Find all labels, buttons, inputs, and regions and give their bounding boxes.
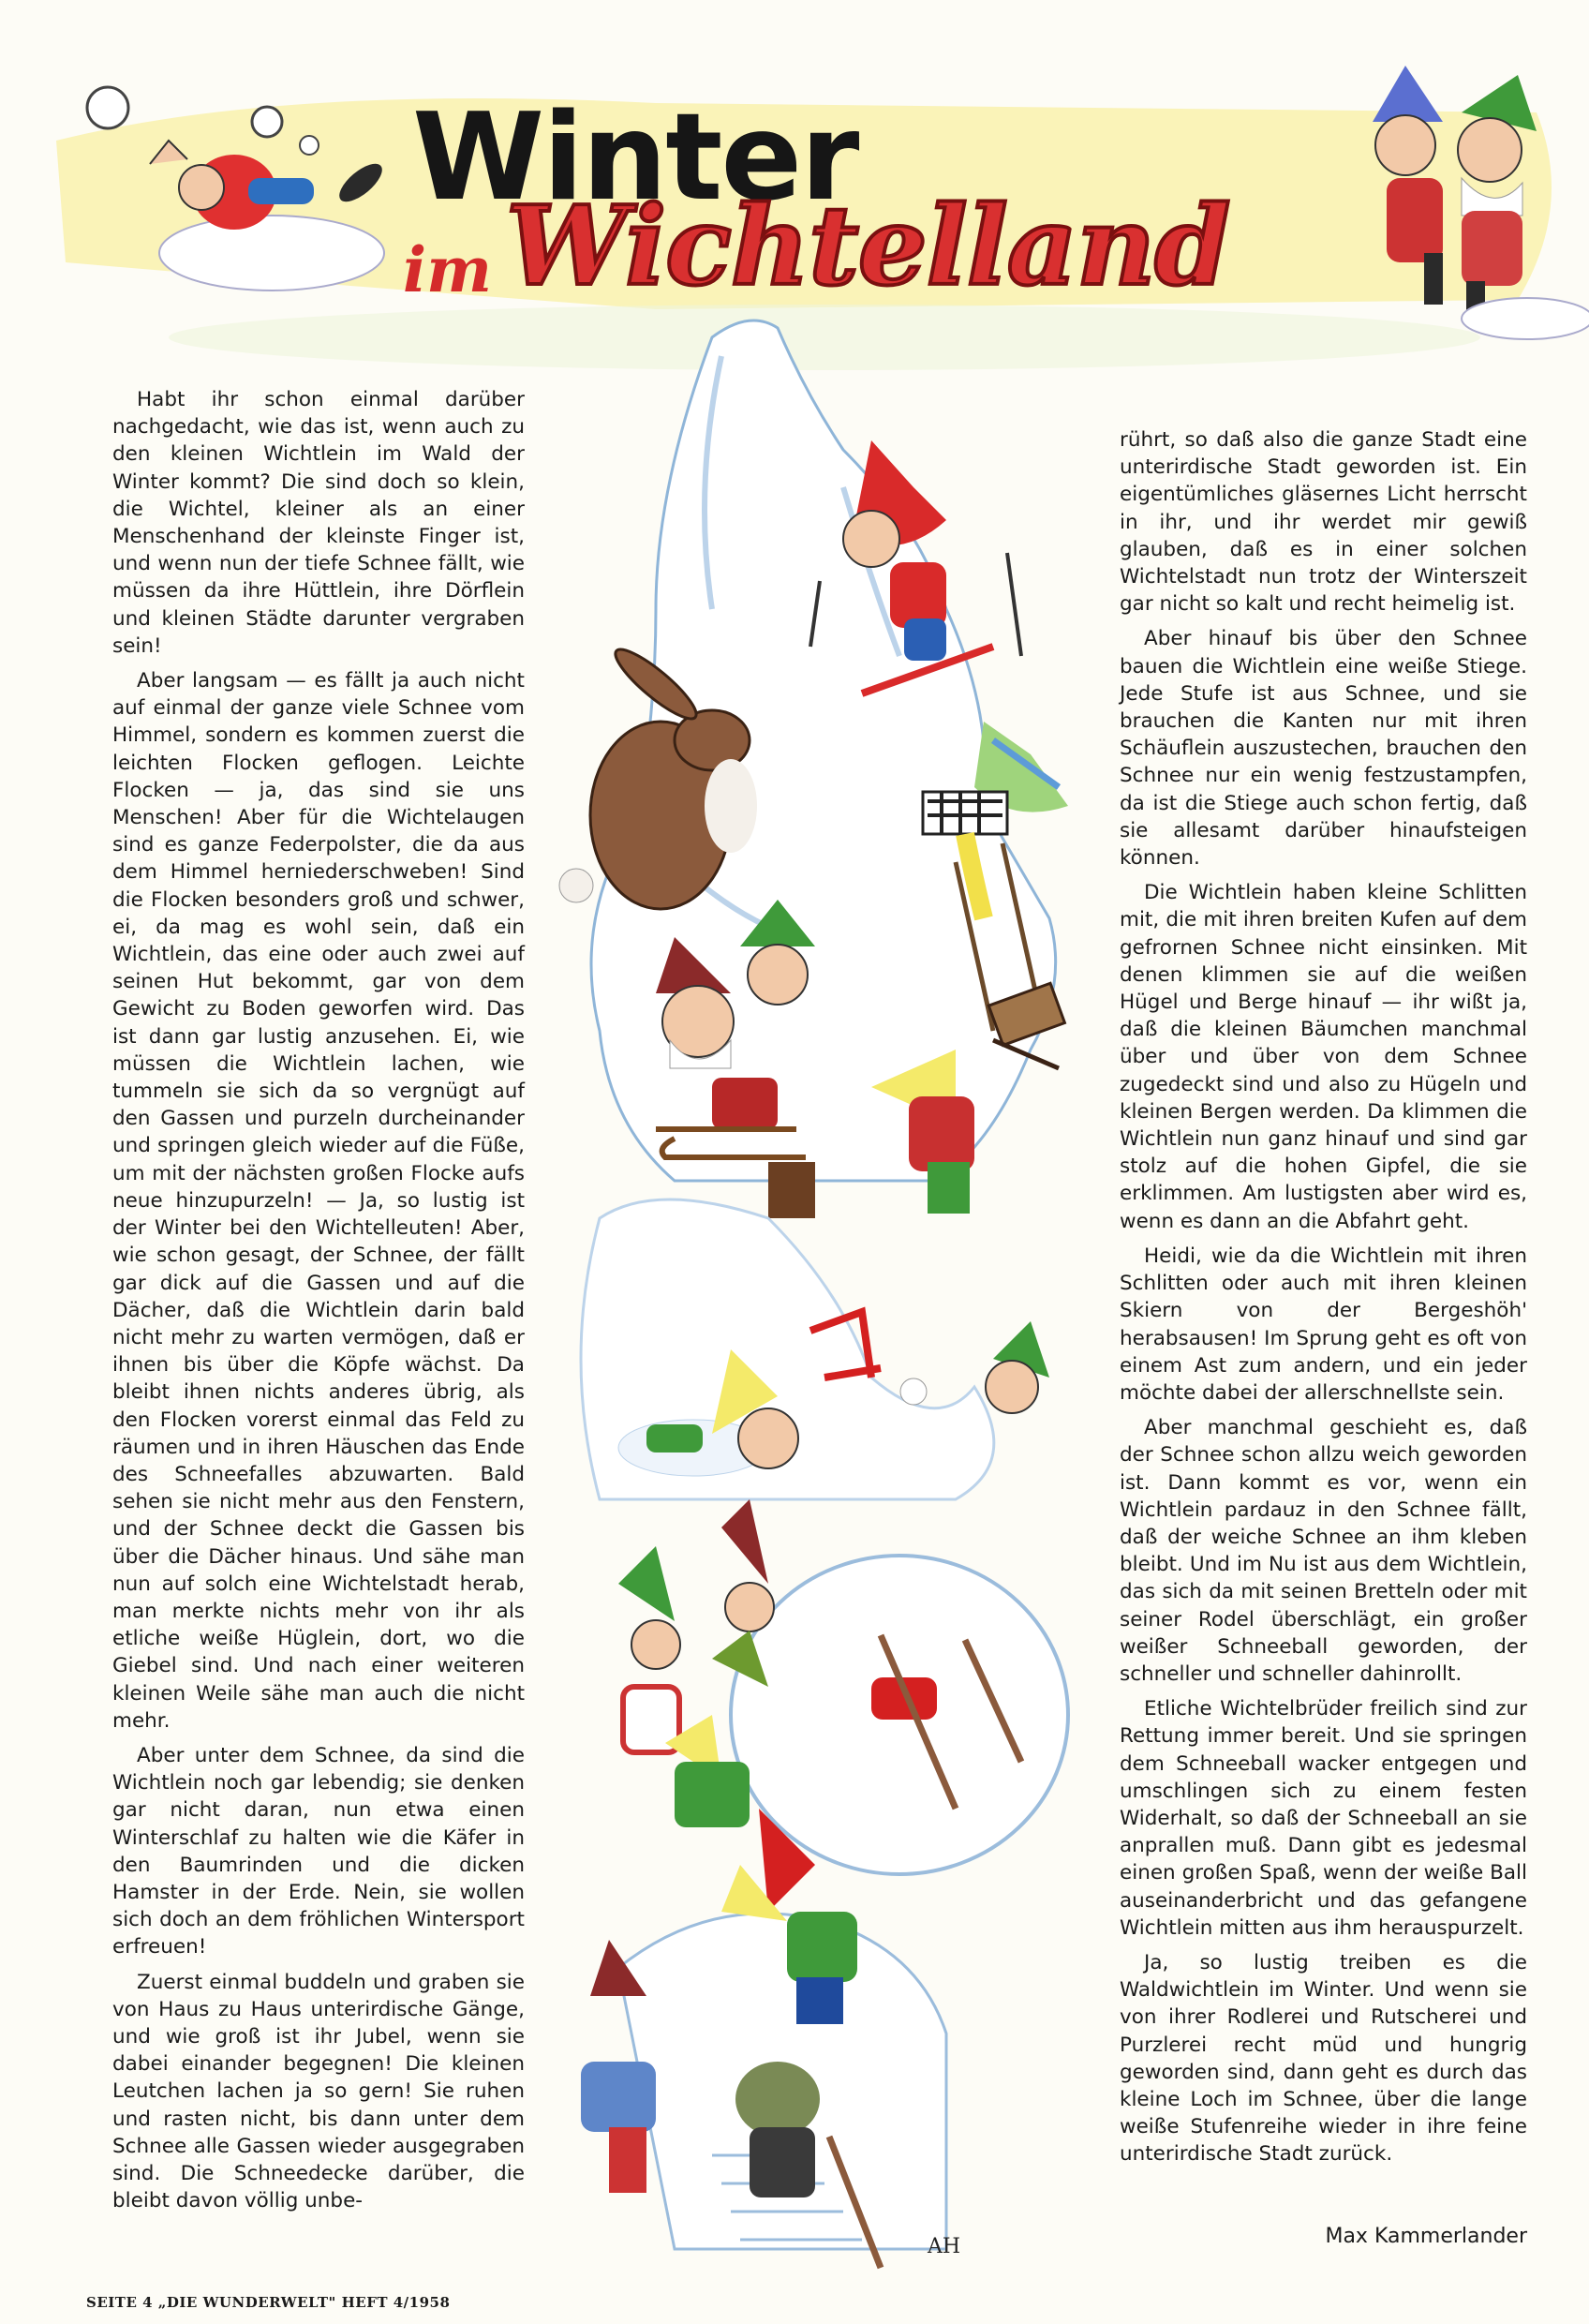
title-winter: Winter (412, 88, 858, 228)
paragraph: Aber hinauf bis über den Schnee bauen die Wichtlein eine weiße Stiege. Jede Stufe ist aus Schnee, und sie brauchen die Kanten nur mit ihren Schäuflein auszustechen, brauchen den Schnee nur ein wenig festzustampfen, da ist die Stiege auch schon fertig, daß sie allesamt darüber hinaufsteigen können. (1120, 627, 1527, 871)
illustrator-signature: AH (928, 2235, 961, 2258)
page-footer: SEITE 4 „DIE WUNDERWELT" HEFT 4/1958 (86, 2294, 451, 2311)
snow-stairs-scene (581, 1809, 960, 2268)
paragraph: Habt ihr schon einmal darüber nachgedacht, wie das ist, wenn auch zu den kleinen Wichtlein im Wald der Winter kommt? Die sind doch so klein, die Wichtel, kleiner als an einer Menschenhand der kleinste Finger ist, und wenn nun der tiefe Schnee fällt, wie müssen da ihre Hüttlein, ihre Dörflein und kleinen Städte darunter vergraben sein! (112, 388, 525, 658)
article-column-left (112, 386, 525, 2222)
paragraph: Heidi, wie da die Wichtlein mit ihren Schlitten oder auch mit ihren kleinen Skiern von der Bergeshöh' herabsausen! Im Sprung geht es oft von einem Ast zum andern, und ein jeder möchte dabei der allerschnellste sein. (1120, 1244, 1527, 1405)
author-byline: Max Kammerlander (1325, 2225, 1527, 2248)
title-area (0, 0, 1589, 375)
paragraph: Ja, so lustig treiben es die Waldwichtlein im Winter. Und wenn sie von ihrer Rodlerei und Rutscherei und Purzlerei recht müd und hungrig geworden sind, dann geht es durch das kleine Loch im Schnee, über die lange weiße Stufenreihe wieder in ihre feine unterirdische Stadt zurück. (1120, 1950, 1527, 2167)
paragraph: Die Wichtlein haben kleine Schlitten mit, die mit ihren breiten Kufen auf dem gefrornen Schnee nicht einsinken. Mit denen klimmen sie auf die weißen Hügel und Berge hinauf — ihr wißt ja, daß die kleinen Bäumchen manchmal über und über von dem Schnee zugedeckt sind und also zu Hügeln und kleinen Bergen werden. Da klimmen die Wichtlein nun ganz hinauf und sind gar stolz auf die hohen Gipfel, die sie erklimmen. Am lustigsten aber wird es, wenn es dann an die Abfahrt geht. (1120, 881, 1527, 1233)
paragraph: Aber langsam — es fällt ja auch nicht auf einmal der ganze viele Schnee vom Himmel, sondern es kommen zuerst die leichten Flocken geflogen. Leichte Flocken — ja, das sind sie uns Menschen! Aber für die Wichtelaugen sind es ganze Federpolster, die da aus dem Himmel herniederschweben! Sind die Flocken besonders groß und schwer, ei, da mag es wohl sein, daß ein Wichtlein, das eine oder auch zwei auf seinen Hut bekommt, gar von dem Gewicht zu Boden geworfen wird. Das ist dann gar lustig anzusehen. Ei, wie müssen die Wichtlein lachen, wie tummeln sie sich da so vergnügt auf den Gassen und purzeln durcheinander und springen gleich wieder auf die Füße, um mit der nächsten großen Flocke aufs neue hinzupurzeln! — Ja, so lustig ist der Winter bei den Wichtelleuten! Aber, wie schon gesagt, der Schnee, der fällt gar dick auf die Gassen und auf die Dächer, daß die Wichtlein darin bald nicht mehr zu warten vermögen, daß er ihnen bis über die Köpfe wächst. Da bleibt ihnen nichts anderes übrig, als den Flocken vorerst einmal das Feld zu räumen und in ihren Häuschen das Ende des Schneefalles abzuwarten. Bald sehen sie nicht mehr aus den Fenstern, und der Schnee deckt die Gassen bis über die Dächer hinaus. Und sähe man nun auf solch eine Wichtelstadt herab, man merkte nichts mehr von ihr als etliche weiße Hüglein, dort, wo die Giebel sind. Und nach einer weiteren kleinen Weile sähe man auch die nicht mehr. (112, 669, 525, 1733)
paragraph: Zuerst einmal buddeln und graben sie von Haus zu Haus unterirdische Gänge, und wie groß ist ihr Jubel, wenn sie dabei einander begegnen! Die kleinen Leutchen lachen ja so gern! Sie ruhen und rasten nicht, bis dann unter dem Schnee alle Gassen wieder ausgegraben sind. Die Schneedecke darüber, die bleibt davon völlig unbe- (112, 1970, 525, 2213)
paragraph: Aber unter dem Schnee, da sind die Wichtlein noch gar lebendig; sie denken gar nicht daran, nun etwa einen Winterschlaf zu halten wie die Käfer in den Baumrinden und die dicken Hamster in der Erde. Nein, sie wollen sich doch an dem fröhlichen Wintersport erfreuen! (112, 1743, 525, 1959)
title-im: im (403, 233, 492, 306)
paragraph: Etliche Wichtelbrüder freilich sind zur Rettung immer bereit. Und sie springen dem Schneeball wacker entgegen und umschlingen sich zu einem festen Widerhalt, so daß der Schneeball an sie anprallen muß. Dann gibt es jedesmal einen großen Spaß, wenn der weiße Ball auseinanderbricht und das gefangene Wichtlein mitten aus ihm herauspurzelt. (1120, 1697, 1527, 1940)
paragraph: rührt, so daß also die ganze Stadt eine unterirdische Stadt geworden ist. Ein eigentümliches gläsernes Licht herrscht in ihr, und ihr werdet mir gewiß glauben, daß es in einer solchen Wichtelstadt nun trotz der Winterszeit gar nicht so kalt und recht heimelig ist. (1120, 428, 1527, 617)
paragraph: Aber manchmal geschieht es, daß der Schnee schon allzu weich geworden ist. Dann kommt es vor, wenn ein Wichtlein pardauz in den Schnee fällt, daß der weiche Schnee an ihm kleben bleibt. Und im Nu ist aus dem Wichtlein, das sich da mit seinen Bretteln oder mit seiner Rodel überschlägt, ein großer weißer Schneeball geworden, der schneller und schneller dahinrollt. (1120, 1416, 1527, 1686)
article-column-right (1120, 426, 1527, 2176)
title-wichtelland: Wichtelland (506, 183, 1230, 310)
snowball-rescue-scene (618, 1499, 1068, 1874)
